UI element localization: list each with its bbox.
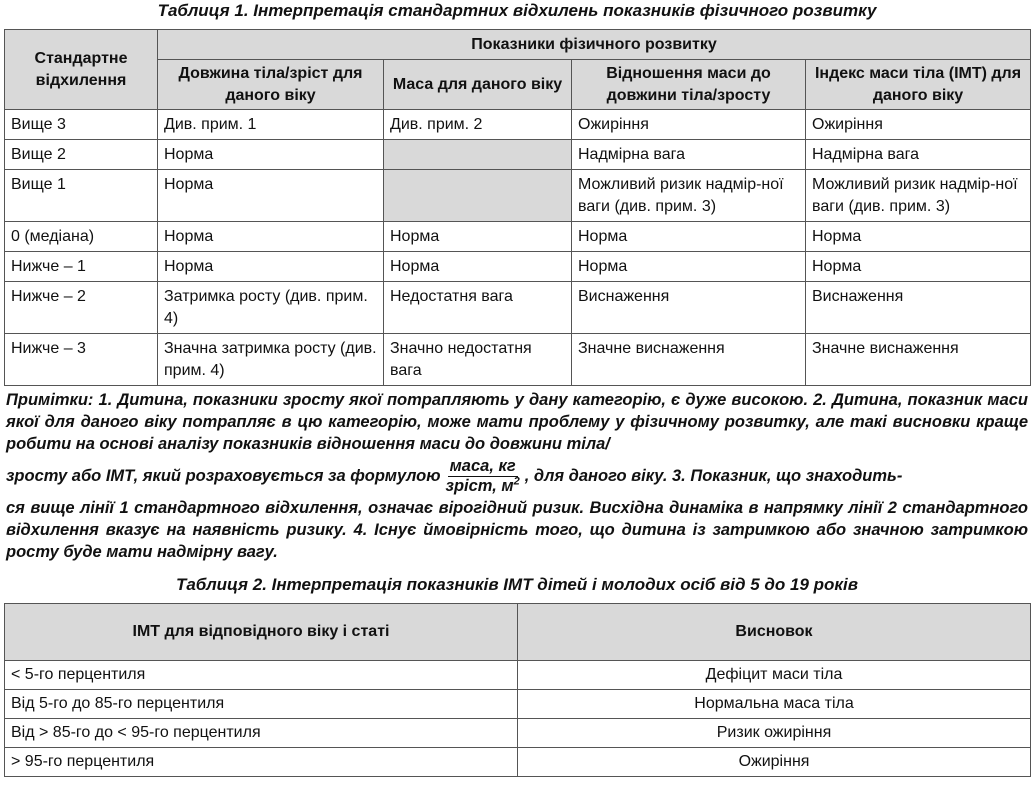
- notes-text-2: ся вище лінії 1 стандартного відхилення, означає вірогідний ризик. Висхідна динаміка в напрямку лінії 2 стандартного відхилення вказує на наявність ризику. 4. Існує ймовірність того, що дитина із затримкою або значною затримкою росту буде мати надмірну вагу.: [6, 499, 1028, 561]
- cell-bmi-range: Від 5-го до 85-го перцентиля: [5, 690, 518, 719]
- table-row: [5, 110, 1031, 140]
- table-row: [5, 222, 1031, 252]
- cell-bmi: Норма: [806, 222, 1031, 252]
- header-bmi: Індекс маси тіла (ІМТ) для даного віку: [806, 60, 1031, 110]
- cell-bmi: Ожиріння: [806, 110, 1031, 140]
- cell-mass: Значно недостатня вага: [384, 334, 572, 386]
- header-mass: Маса для даного віку: [384, 60, 572, 110]
- header-sd: Стандартне відхилення: [5, 30, 158, 110]
- cell-height: Значна затримка росту (див. прим. 4): [158, 334, 384, 386]
- formula-denominator-wrap: [444, 477, 522, 496]
- cell-bmi-range: > 95-го перцентиля: [5, 748, 518, 777]
- table-row: [5, 334, 1031, 386]
- cell-mass: Недостатня вага: [384, 282, 572, 334]
- table-row: [5, 719, 1031, 748]
- cell-conclusion: Дефіцит маси тіла: [518, 661, 1031, 690]
- header-conclusion: Висновок: [518, 604, 1031, 661]
- cell-height: Див. прим. 1: [158, 110, 384, 140]
- cell-height: Затримка росту (див. прим. 4): [158, 282, 384, 334]
- sd-interpretation-table: [4, 29, 1031, 386]
- cell-weight-for-height: Виснаження: [572, 282, 806, 334]
- cell-sd: Вище 2: [5, 140, 158, 170]
- cell-mass: Норма: [384, 222, 572, 252]
- cell-bmi: Виснаження: [806, 282, 1031, 334]
- cell-sd: 0 (медіана): [5, 222, 158, 252]
- cell-mass-empty: [384, 140, 572, 170]
- formula-denominator: зріст, м: [445, 476, 514, 495]
- cell-bmi: Можливий ризик надмір-ної ваги (див. прим. 3): [806, 170, 1031, 222]
- cell-conclusion: Ризик ожиріння: [518, 719, 1031, 748]
- cell-sd: Нижче – 3: [5, 334, 158, 386]
- cell-height: Норма: [158, 222, 384, 252]
- cell-height: Норма: [158, 140, 384, 170]
- cell-sd: Вище 3: [5, 110, 158, 140]
- notes-text-1: Примітки: 1. Дитина, показники зросту якої потрапляють у дану категорію, є дуже високою. 2. Дитина, показник маси якої для даного віку потрапляє в цю категорію, може мати проблему у фізичному розвитку, але такі висновки краще робити на основі аналізу показників відношення маси до довжини тіла/: [6, 391, 1028, 453]
- table-row: [5, 170, 1031, 222]
- formula-suffix: , для даного віку. 3. Показник, що знаходить-: [524, 467, 903, 485]
- cell-sd: Вище 1: [5, 170, 158, 222]
- table-row: [5, 748, 1031, 777]
- cell-weight-for-height: Можливий ризик надмір-ної ваги (див. прим. 3): [572, 170, 806, 222]
- cell-bmi: Надмірна вага: [806, 140, 1031, 170]
- formula-prefix: зросту або ІМТ, який розраховується за формулою: [6, 467, 441, 485]
- table2-caption: Таблиця 2. Інтерпретація показників ІМТ дітей і молодих осіб від 5 до 19 років: [175, 575, 859, 594]
- table-row: [5, 282, 1031, 334]
- formula-line: [6, 455, 1028, 497]
- cell-sd: Нижче – 2: [5, 282, 158, 334]
- table-row: [5, 690, 1031, 719]
- notes: [6, 389, 1028, 563]
- formula-numerator: маса, кг: [449, 456, 516, 475]
- cell-weight-for-height: Надмірна вага: [572, 140, 806, 170]
- cell-height: Норма: [158, 170, 384, 222]
- table-row: [5, 252, 1031, 282]
- cell-conclusion: Нормальна маса тіла: [518, 690, 1031, 719]
- cell-weight-for-height: Норма: [572, 222, 806, 252]
- cell-weight-for-height: Значне виснаження: [572, 334, 806, 386]
- cell-sd: Нижче – 1: [5, 252, 158, 282]
- cell-weight-for-height: Ожиріння: [572, 110, 806, 140]
- cell-mass: Норма: [384, 252, 572, 282]
- cell-bmi: Значне виснаження: [806, 334, 1031, 386]
- cell-bmi-range: Від > 85-го до < 95-го перцентиля: [5, 719, 518, 748]
- table-row: [5, 661, 1031, 690]
- cell-mass-empty: [384, 170, 572, 222]
- header-height: Довжина тіла/зріст для даного віку: [158, 60, 384, 110]
- cell-conclusion: Ожиріння: [518, 748, 1031, 777]
- header-weight-for-height: Відношення маси до довжини тіла/зросту: [572, 60, 806, 110]
- cell-weight-for-height: Норма: [572, 252, 806, 282]
- header-group: Показники фізичного розвитку: [158, 30, 1031, 60]
- bmi-interpretation-table: [4, 603, 1031, 777]
- table1-caption: Таблиця 1. Інтерпретація стандартних відхилень показників фізичного розвитку: [157, 1, 877, 20]
- cell-bmi: Норма: [806, 252, 1031, 282]
- cell-bmi-range: < 5-го перцентиля: [5, 661, 518, 690]
- bmi-formula: [444, 457, 522, 496]
- cell-mass: Див. прим. 2: [384, 110, 572, 140]
- cell-height: Норма: [158, 252, 384, 282]
- header-bmi-percentile: ІМТ для відповідного віку і статі: [5, 604, 518, 661]
- formula-exponent: 2: [513, 475, 520, 487]
- table-row: [5, 140, 1031, 170]
